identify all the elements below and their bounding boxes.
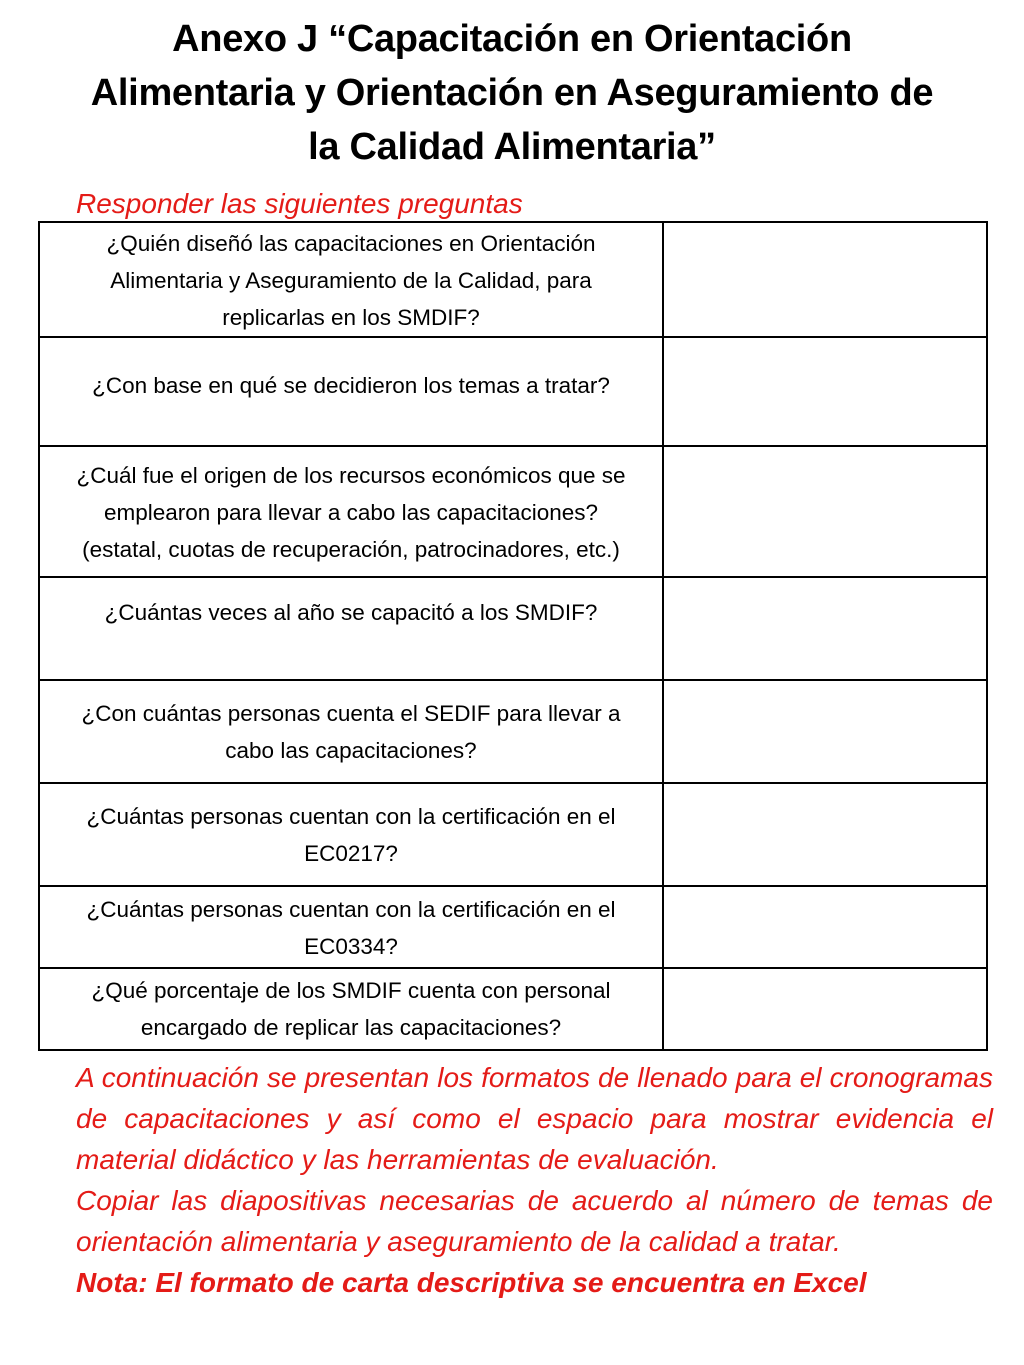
question-text-line: ¿Cuántas personas cuentan con la certificación en el — [86, 804, 616, 829]
title-line-3: la Calidad Alimentaria” — [308, 126, 716, 168]
table-row — [39, 222, 987, 337]
question-text-line: ¿Quién diseñó las capacitaciones en Orientación — [106, 231, 596, 256]
title-line-2: Alimentaria y Orientación en Aseguramiento de — [90, 72, 934, 114]
instructions-heading: Responder las siguientes preguntas — [76, 188, 523, 219]
question-cell — [39, 680, 663, 783]
table-row — [39, 886, 987, 968]
question-text-line: ¿Cuántas veces al año se capacitó a los SMDIF? — [104, 600, 598, 625]
question-text-line: ¿Cuántas personas cuentan con la certificación en el — [86, 897, 616, 922]
formats-paragraph: A continuación se presentan los formatos de llenado para el cronogramas de capacitaciones y así como el espacio para mostrar evidencia el material didáctico y las herramientas de evaluación. — [76, 1062, 993, 1175]
question-text-line: ¿Cuál fue el origen de los recursos económicos que se — [76, 463, 626, 488]
notes-section — [76, 1057, 993, 1303]
question-text-line: EC0217? — [304, 841, 398, 866]
answer-cell[interactable] — [663, 886, 987, 968]
questions-table — [38, 221, 988, 1051]
question-text-line: ¿Con base en qué se decidieron los temas a tratar? — [92, 373, 610, 398]
question-cell — [39, 337, 663, 446]
answer-cell[interactable] — [663, 337, 987, 446]
table-row — [39, 680, 987, 783]
question-text-line: emplearon para llevar a cabo las capacitaciones? — [103, 500, 599, 525]
title-line-1: Anexo J “Capacitación en Orientación — [172, 18, 852, 60]
question-text-line: ¿Con cuántas personas cuenta el SEDIF para llevar a — [81, 701, 621, 726]
table-row — [39, 446, 987, 577]
answer-cell[interactable] — [663, 446, 987, 577]
question-text-line: cabo las capacitaciones? — [225, 738, 477, 763]
question-text-line: (estatal, cuotas de recuperación, patrocinadores, etc.) — [82, 537, 620, 562]
question-cell — [39, 968, 663, 1050]
answer-cell[interactable] — [663, 222, 987, 337]
question-text-line: encargado de replicar las capacitaciones? — [140, 1015, 562, 1040]
page-title — [40, 12, 984, 174]
question-cell — [39, 577, 663, 680]
question-cell — [39, 783, 663, 886]
question-cell — [39, 886, 663, 968]
question-text-line: EC0334? — [304, 934, 398, 959]
copy-slides-paragraph: Copiar las diapositivas necesarias de acuerdo al número de temas de orientación alimentaria y aseguramiento de la calidad a tratar. — [76, 1185, 993, 1257]
table-row — [39, 337, 987, 446]
excel-note: Nota: El formato de carta descriptiva se encuentra en Excel — [76, 1267, 867, 1298]
question-cell — [39, 222, 663, 337]
table-row — [39, 577, 987, 680]
answer-cell[interactable] — [663, 577, 987, 680]
question-cell — [39, 446, 663, 577]
question-text-line: Alimentaria y Aseguramiento de la Calidad, para — [110, 268, 592, 293]
answer-cell[interactable] — [663, 968, 987, 1050]
question-text-line: replicarlas en los SMDIF? — [222, 305, 480, 330]
question-text-line: ¿Qué porcentaje de los SMDIF cuenta con personal — [91, 978, 611, 1003]
table-row — [39, 968, 987, 1050]
answer-cell[interactable] — [663, 680, 987, 783]
table-row — [39, 783, 987, 886]
answer-cell[interactable] — [663, 783, 987, 886]
